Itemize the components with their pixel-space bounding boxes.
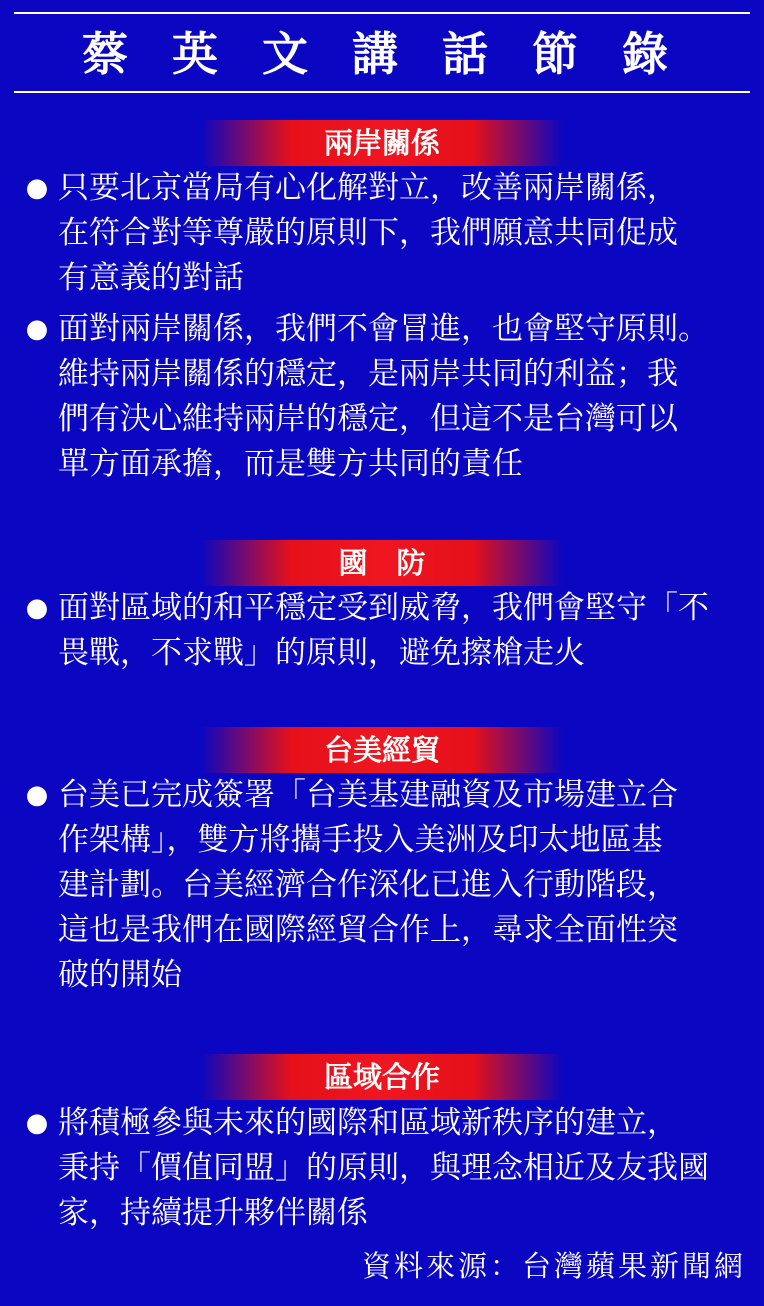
- text-line: 作架構」，雙方將攜手投入美洲及印太地區基: [58, 822, 663, 858]
- title-underline: [14, 91, 750, 93]
- section-heading: 兩岸關係: [323, 126, 440, 160]
- list-item: [22, 1101, 762, 1236]
- bullet-icon: ●: [25, 593, 49, 623]
- list-item: [22, 586, 762, 676]
- bullet-text: [58, 1101, 762, 1236]
- top-rule: [14, 12, 750, 14]
- text-line: 只要北京當局有心化解對立，改善兩岸關係，: [58, 170, 678, 206]
- text-line: 們有決心維持兩岸的穩定，但這不是台灣可以: [58, 401, 678, 437]
- section-heading: 國 防: [338, 546, 426, 580]
- list-item: [22, 166, 762, 301]
- bullet-icon: ●: [25, 173, 49, 203]
- section-heading: 台美經貿: [323, 733, 440, 767]
- text-line: 將積極參與未來的國際和區域新秩序的建立，: [58, 1105, 678, 1141]
- text-line: 破的開始: [58, 957, 182, 993]
- list-item: [22, 773, 762, 998]
- section-header-cross-strait: [200, 120, 564, 166]
- bullet-text: [58, 307, 762, 487]
- text-line: 建計劃。台美經濟合作深化已進入行動階段，: [58, 867, 678, 903]
- bullet-text: [58, 773, 762, 998]
- bullet-icon: ●: [25, 314, 49, 344]
- text-line: 畏戰，不求戰」的原則，避免擦槍走火: [58, 635, 585, 671]
- list-item: [22, 307, 762, 487]
- page-title: 蔡 英 文 講 話 節 錄: [81, 27, 683, 81]
- bullet-icon: ●: [25, 780, 49, 810]
- text-line: 面對兩岸關係，我們不會冒進，也會堅守原則。: [58, 311, 709, 347]
- bullet-text: [58, 166, 762, 301]
- section-header-defense: [200, 540, 564, 586]
- text-line: 有意義的對話: [58, 260, 244, 296]
- text-line: 家，持續提升夥伴關係: [58, 1195, 368, 1231]
- section-header-regional: [200, 1054, 564, 1100]
- bullet-text: [58, 586, 762, 676]
- section-header-trade: [200, 727, 564, 773]
- text-line: 面對區域的和平穩定受到威脅，我們會堅守「不: [58, 590, 709, 626]
- text-line: 秉持「價值同盟」的原則，與理念相近及友我國: [58, 1150, 709, 1186]
- source-credit: 資料來源：台灣蘋果新聞網: [361, 1249, 746, 1283]
- text-line: 這也是我們在國際經貿合作上，尋求全面性突: [58, 912, 678, 948]
- text-line: 單方面承擔，而是雙方共同的責任: [58, 446, 523, 482]
- section-heading: 區域合作: [323, 1060, 440, 1094]
- text-line: 在符合對等尊嚴的原則下，我們願意共同促成: [58, 215, 678, 251]
- text-line: 台美已完成簽署「台美基建融資及市場建立合: [58, 777, 678, 813]
- bullet-icon: ●: [25, 1108, 49, 1138]
- text-line: 維持兩岸關係的穩定，是兩岸共同的利益；我: [58, 356, 678, 392]
